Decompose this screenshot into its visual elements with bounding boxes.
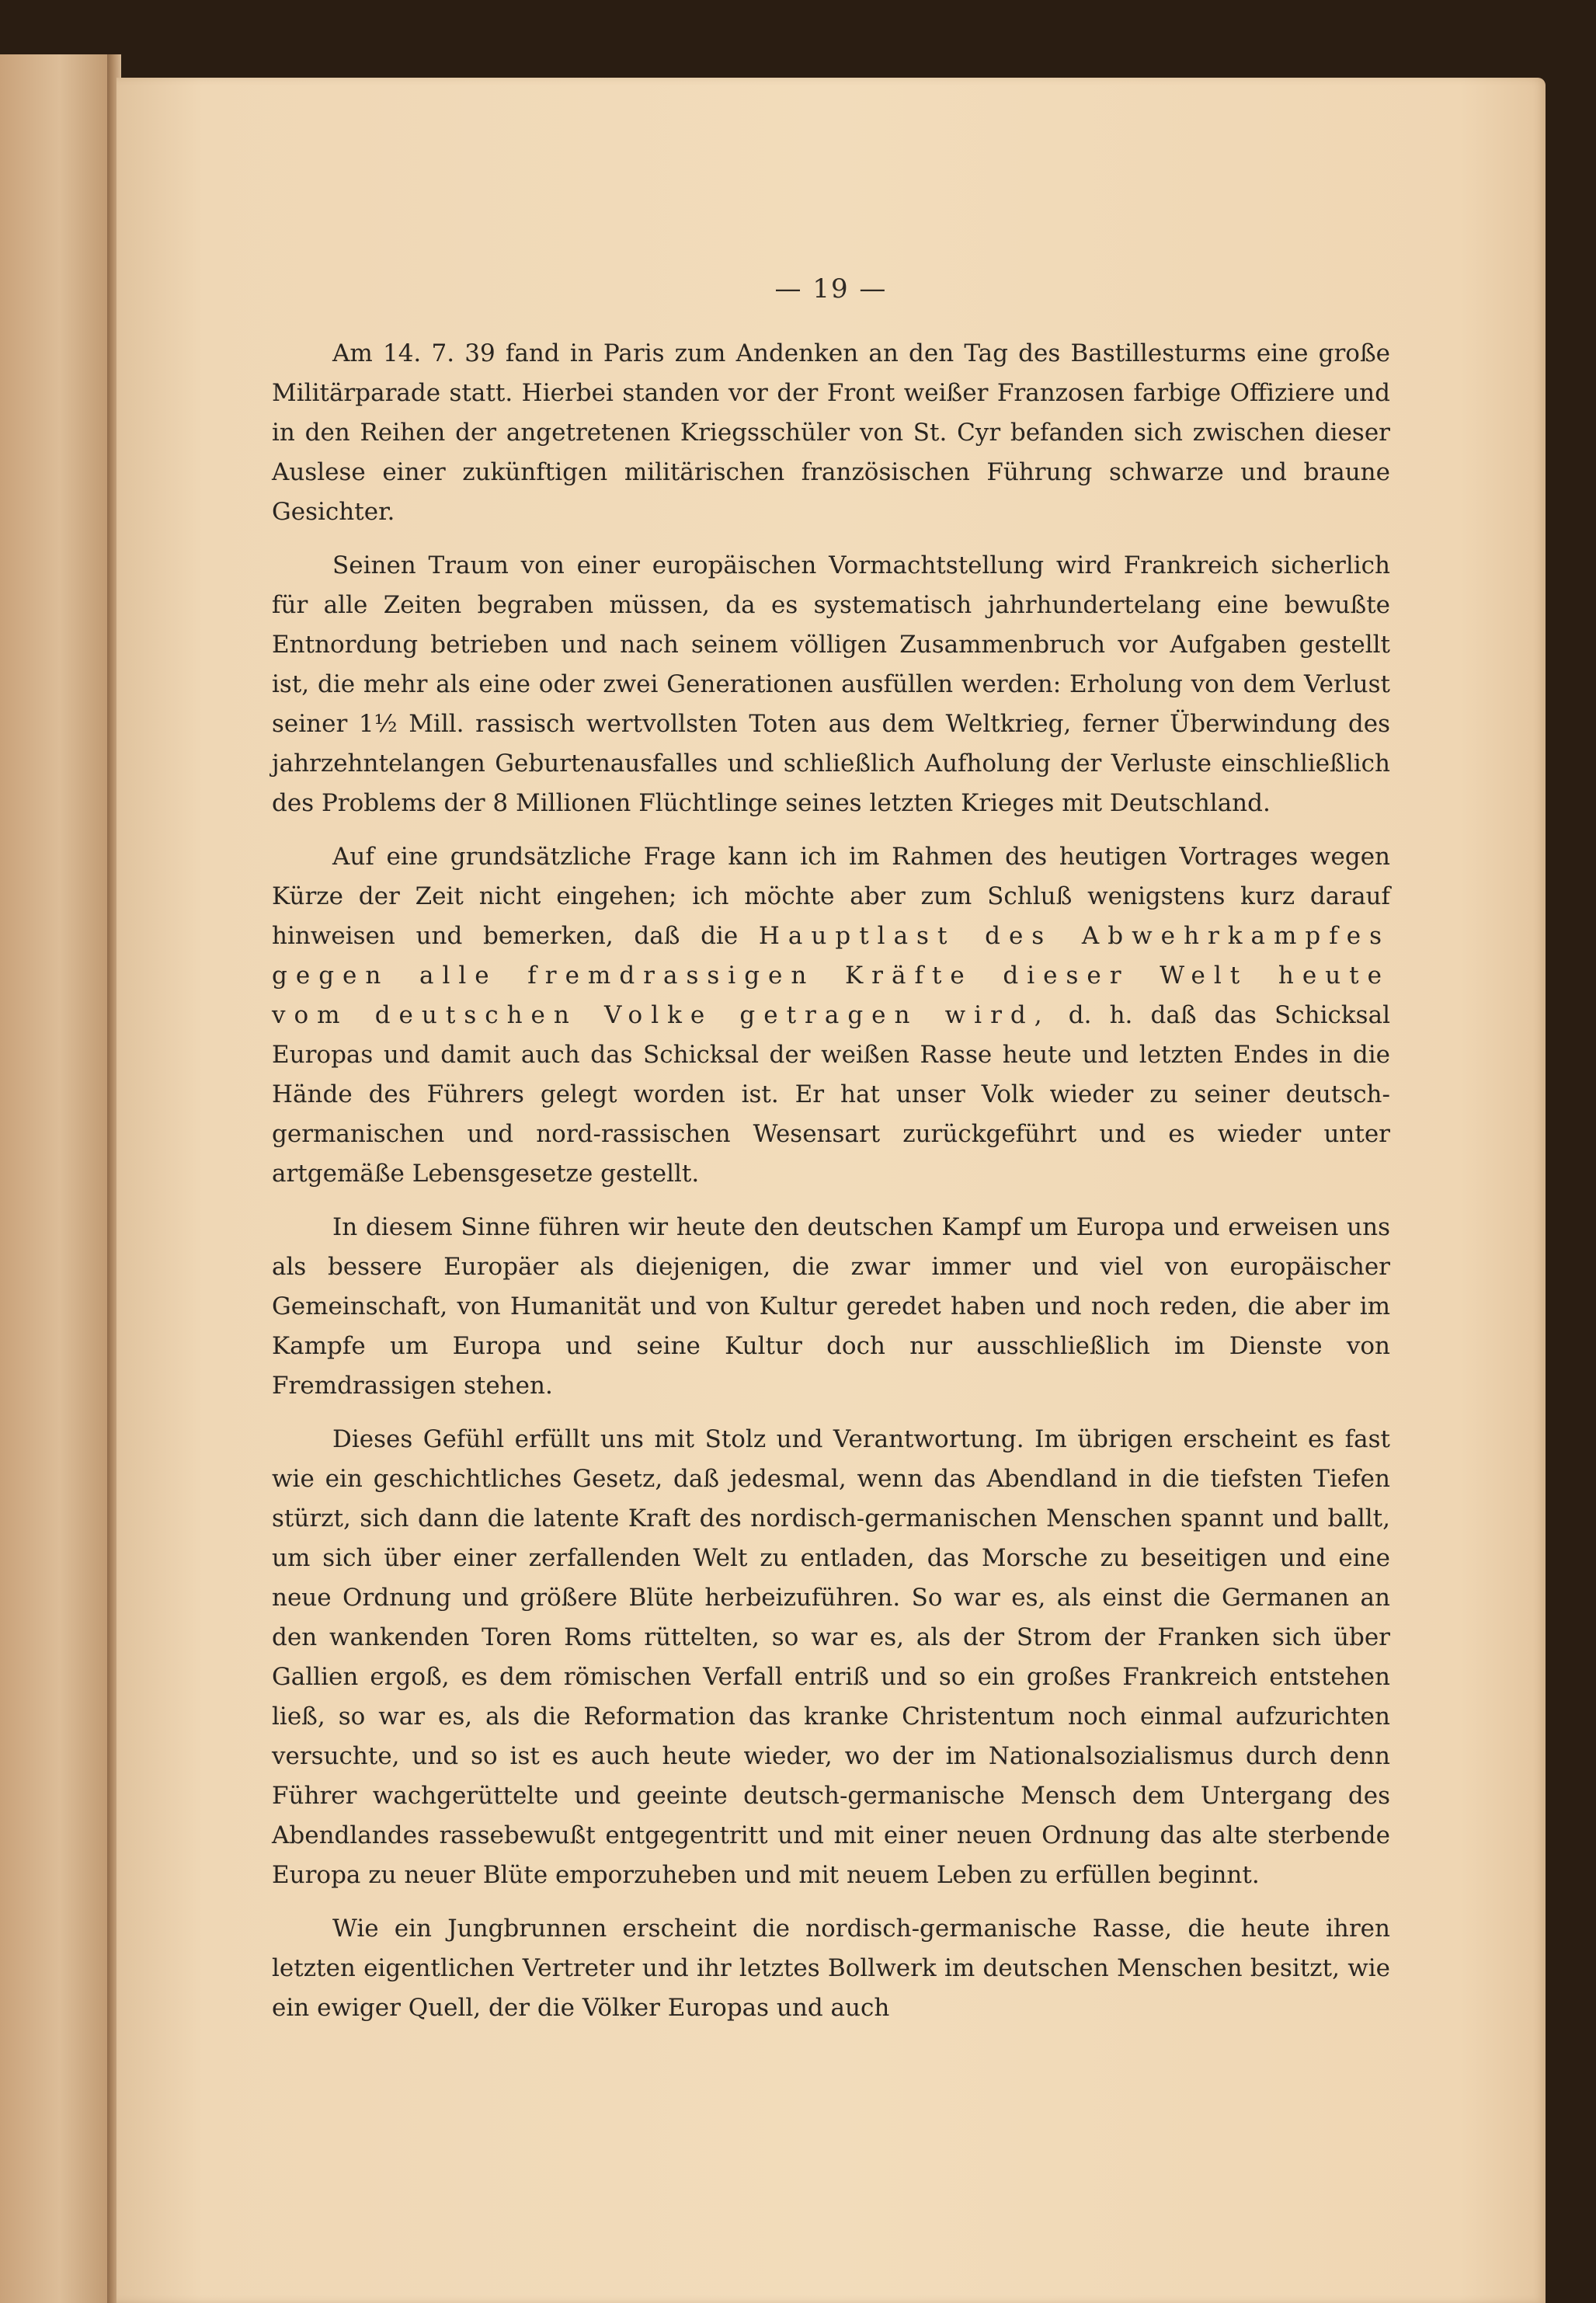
paragraph-3 (272, 837, 1390, 1194)
left-page-edge (0, 54, 109, 2303)
paragraph-3-start: Auf eine grundsätzliche Frage kann ich im Rahmen des heutigen Vortrages wegen Kürze der Zeit nicht eingehen; ich möchte aber zum Schluß wenigstens kurz darauf hinweisen und bemerken, daß die (272, 843, 1390, 950)
emphasized-spaced-text: Hauptlast des Abwehrkampfes gegen alle fremdrassigen Kräfte dieser Welt heute vom deutschen Volke getragen wird, (272, 922, 1391, 1029)
paragraph-2: Seinen Traum von einer europäischen Vormachtstellung wird Frankreich sicherlich für alle Zeiten begraben müssen, da es systematisch jahrhundertelang eine bewußte Entnordung betrieben und nach seinem völligen Zusammenbruch vor Aufgaben gestellt ist, die mehr als eine oder zwei Generationen ausfüllen werden: Erholung von dem Verlust seiner 1½ Mill. rassisch wertvollsten Toten aus dem Weltkrieg, ferner Überwindung des jahrzehntelangen Geburtenausfalles und schließlich Aufholung der Verluste einschließlich des Problems der 8 Millionen Flüchtlinge seines letzten Krieges mit Deutschland. (272, 551, 1390, 817)
book-page (116, 78, 1546, 2303)
paragraph-5: Dieses Gefühl erfüllt uns mit Stolz und Verantwortung. Im übrigen erscheint es fast wie ein geschichtliches Gesetz, daß jedesmal, wenn das Abendland in die tiefsten Tiefen stürzt, sich dann die latente Kraft des nordisch-germanischen Menschen spannt und ballt, um sich über einer zerfallenden Welt zu entladen, das Morsche zu beseitigen und eine neue Ordnung und größere Blüte herbeizuführen. So war es, als einst die Germanen an den wankenden Toren Roms rüttelten, so war es, als der Strom der Franken sich über Gallien ergoß, es dem römischen Verfall entriß und so ein großes Frankreich entstehen ließ, so war es, als die Reformation das kranke Christentum noch einmal aufzurichten versuchte, und so ist es auch heute wieder, wo der im Nationalsozialismus durch denn Führer wachgerüttelte und geeinte deutsch-germanische Mensch dem Untergang des Abendlandes rassebewußt entgegentritt und mit einer neuen Ordnung das alte sterbende Europa zu neuer Blüte emporzuheben und mit neuem Leben zu erfüllen beginnt. (272, 1425, 1390, 1889)
paragraph-4: In diesem Sinne führen wir heute den deutschen Kampf um Europa und erweisen uns als bessere Europäer als diejenigen, die zwar immer und viel von europäischer Gemeinschaft, von Humanität und von Kultur geredet haben und noch reden, die aber im Kampfe um Europa und seine Kultur doch nur ausschließlich im Dienste von Fremdrassigen stehen. (272, 1213, 1390, 1400)
paragraph-6: Wie ein Jungbrunnen erscheint die nordisch-germanische Rasse, die heute ihren letzten eigentlichen Vertreter und ihr letztes Bollwerk im deutschen Menschen besitzt, wie ein ewiger Quell, der die Völker Europas und auch (272, 1915, 1390, 2022)
page-number: — 19 — (774, 273, 888, 304)
paragraph-1: Am 14. 7. 39 fand in Paris zum Andenken an den Tag des Bastillesturms eine große Militärparade statt. Hierbei standen vor der Front weißer Franzosen farbige Offiziere und in den Reihen der angetretenen Kriegsschüler von St. Cyr befanden sich zwischen dieser Auslese einer zukünftigen militärischen französischen Führung schwarze und braune Gesichter. (272, 339, 1390, 526)
page-text (272, 334, 1390, 2028)
paragraph-3-end: d. h. daß das Schicksal Europas und damit auch das Schicksal der weißen Rasse heute und letzten Endes in die Hände des Führers gelegt worden ist. Er hat unser Volk wieder zu seiner deutsch-germanischen und nord-rassischen Wesensart zurückgeführt und es wieder unter artgemäße Lebensgesetze gestellt. (272, 1001, 1390, 1188)
